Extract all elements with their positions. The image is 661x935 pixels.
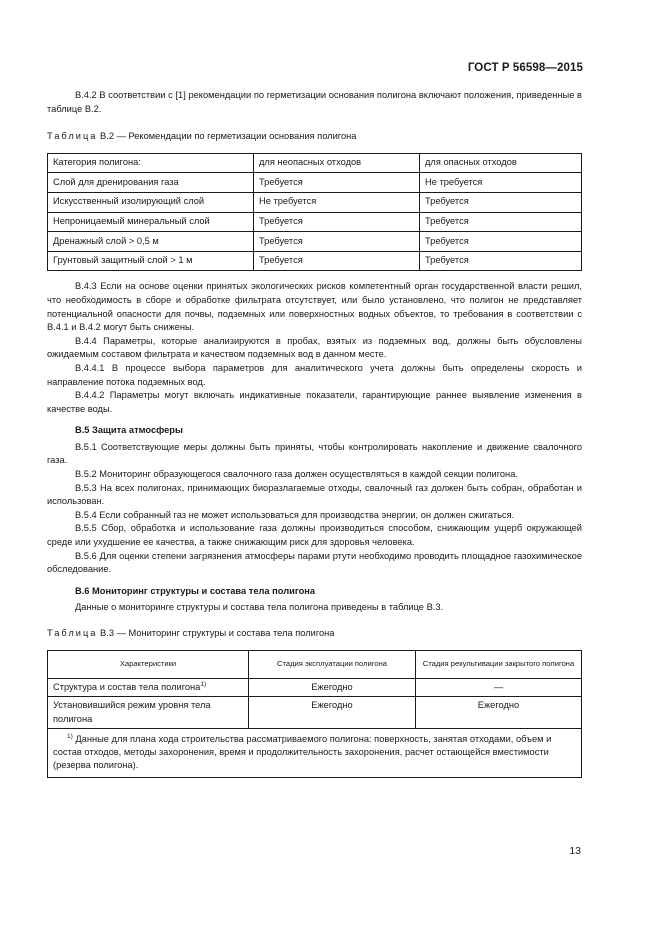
paragraph-b5-3: В.5.3 На всех полигонах, принимающих биоразлагаемые отходы, свалочный газ должен быть собран, обработан и использован. (47, 482, 582, 507)
table-cell: Ежегодно (249, 678, 416, 697)
table-cell: Дренажный слой > 0,5 м (48, 232, 254, 252)
paragraph-b4-4-1: В.4.4.1 В процессе выбора параметров для аналитического учета должны быть определены скорость и направление потока подземных вод. (47, 362, 582, 387)
table-row (48, 173, 582, 193)
table-b3 (47, 650, 582, 779)
table-cell: — (416, 678, 582, 697)
table-row (48, 192, 582, 212)
table-header-row (48, 650, 582, 678)
section-b6-heading: В.6 Мониторинг структуры и состава тела полигона (75, 585, 316, 596)
intro-paragraph: В.4.2 В соответствии с [1] рекомендации по герметизации основания полигона включают положения, приведенные в таблице В.2. (47, 90, 582, 114)
table-cell: Требуется (420, 232, 582, 252)
table-row (48, 697, 582, 729)
section-b5-heading: В.5 Защита атмосферы (75, 425, 183, 436)
paragraph-b5-6: В.5.6 Для оценки степени загрязнения атмосферы парами ртути необходимо проводить площадное газохимическое обследование. (47, 550, 582, 575)
table-row (48, 251, 582, 271)
table-cell: Ежегодно (416, 697, 582, 729)
table-cell: Требуется (254, 173, 420, 193)
paragraph-b5-4: В.5.4 Если собранный газ не может использоваться для производства энергии, он должен сжигаться. (75, 509, 515, 520)
table-cell: Ежегодно (249, 697, 416, 729)
paragraph-b4-3: В.4.3 Если на основе оценки принятых экологических рисков компетентный орган государственной власти решил, что необходимость в сборе и обработке фильтрата отсутствует, или было установлено, что полигон не представляет потенциальной опасности для почвы, подземных или поверхностных водных объектов, то требования в соответствии с В.4.1 и В.4.2 могут быть снижены. (47, 281, 582, 333)
paragraph-b5-5: В.5.5 Сбор, обработка и использование газа должны производиться способом, снижающим ущерб окружающей среде или ухудшение ее качества, а также снижающим риск для здоровья человека. (47, 523, 582, 548)
table-row (48, 678, 582, 697)
table-header-cell: для опасных отходов (420, 153, 582, 173)
table-cell: Требуется (254, 212, 420, 232)
table-cell: Грунтовый защитный слой > 1 м (48, 251, 254, 271)
paragraph-b6: Данные о мониторинге структуры и состава тела полигона приведены в таблице В.3. (75, 602, 444, 613)
table-cell: Требуется (420, 192, 582, 212)
table-b2-caption-label: Таблица (47, 131, 98, 142)
footnote-ref: 1) (200, 680, 207, 688)
table-cell: Не требуется (254, 192, 420, 212)
table-footnote (48, 729, 582, 778)
table-header-cell: Стадия рекультивации закрытого полигона (416, 650, 582, 678)
table-b2-caption-text: В.2 — Рекомендации по герметизации основания полигона (100, 131, 357, 142)
table-cell: Не требуется (420, 173, 582, 193)
table-header-cell: Категория полигона: (48, 153, 254, 173)
row-label: Структура и состав тела полигона (53, 681, 201, 692)
table-footnote-row (48, 729, 582, 778)
table-cell (48, 697, 249, 729)
table-cell: Непроницаемый минеральный слой (48, 212, 254, 232)
table-header-cell: Стадия эксплуатации полигона (249, 650, 416, 678)
table-b3-caption-label: Таблица (47, 628, 98, 638)
table-cell: Требуется (254, 251, 420, 271)
table-header-cell: Характеристики (48, 650, 249, 678)
table-b2-caption (47, 130, 582, 144)
table-cell: Искусственный изолирующий слой (48, 192, 254, 212)
standard-code: ГОСТ Р 56598—2015 (467, 62, 583, 74)
table-b3-caption (47, 627, 582, 641)
page-content (47, 89, 582, 778)
paragraph-b4-4: В.4.4 Параметры, которые анализируются в пробах, взятых из подземных вод, должны быть обусловлены ожидаемым составом фильтрата и качеством подземных вод в данном месте. (47, 335, 582, 360)
table-row (48, 212, 582, 232)
footnote-mark: 1) (67, 733, 73, 741)
paragraph-b5-1: В.5.1 Соответствующие меры должны быть приняты, чтобы контролировать накопление и движение свалочного газа. (47, 441, 582, 466)
table-header-cell: для неопасных отходов (254, 153, 420, 173)
row-label: Установившийся режим уровня тела полигона (53, 700, 211, 724)
table-cell: Требуется (420, 212, 582, 232)
table-b3-caption-text: В.3 — Мониторинг структуры и состава тела полигона (100, 628, 335, 638)
table-cell (48, 678, 249, 697)
footnote-text: Данные для плана хода строительства рассматриваемого полигона: поверхность, занятая отходами, объем и состав отходов, методы захоронения, время и продолжительность захоронения, расчет остающейся вместимости (резерва полигона). (53, 734, 552, 771)
table-cell: Слой для дренирования газа (48, 173, 254, 193)
table-cell: Требуется (420, 251, 582, 271)
table-cell: Требуется (254, 232, 420, 252)
table-row (48, 232, 582, 252)
paragraph-b4-4-2: В.4.4.2 Параметры могут включать индикативные показатели, гарантирующие раннее выявление изменения в качестве воды. (47, 390, 582, 414)
table-header-row (48, 153, 582, 173)
page-number: 13 (569, 845, 581, 857)
table-b2 (47, 153, 582, 272)
paragraph-b5-2: В.5.2 Мониторинг образующегося свалочного газа должен осуществляться в каждой секции полигона. (75, 469, 518, 480)
